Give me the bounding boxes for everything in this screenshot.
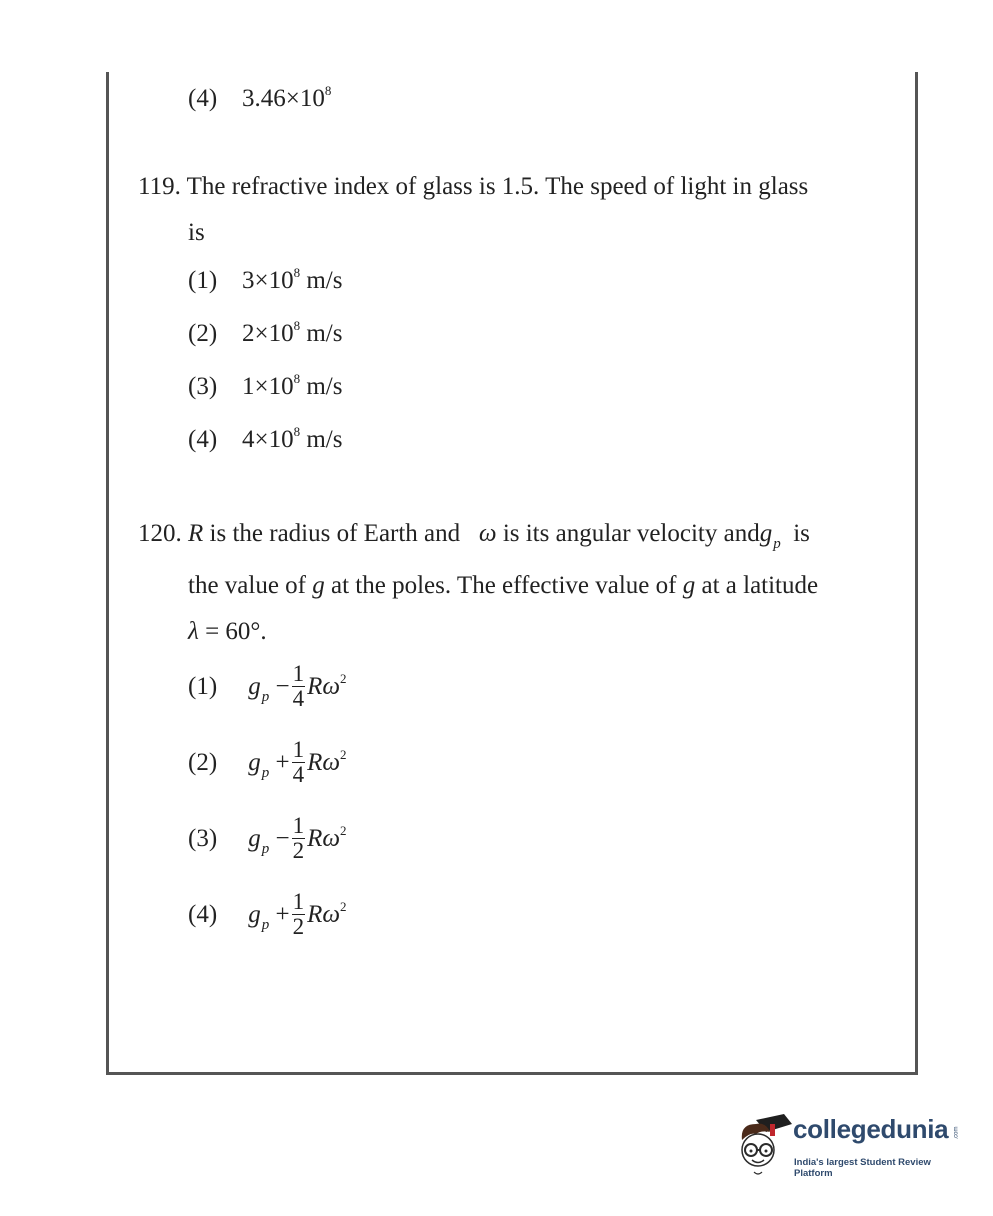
symbol-r: R (188, 520, 204, 547)
symbol-g: g (248, 824, 261, 852)
option-exponent: 8 (293, 424, 301, 439)
q119-option-3 (188, 372, 342, 402)
option-label: (2) (188, 748, 218, 776)
symbol-g: g (312, 572, 325, 599)
option-label: (4) (188, 900, 218, 928)
symbol-omega: ω (478, 520, 497, 547)
question-120-line-1 (138, 519, 810, 552)
subscript-p: p (773, 536, 781, 552)
q119-option-4 (188, 425, 342, 455)
operator: − (275, 824, 290, 852)
option-times: ×10 (285, 85, 325, 112)
option-unit: m/s (306, 267, 343, 294)
option-exponent: 8 (293, 265, 301, 280)
question-119-line-2: is (188, 219, 205, 246)
symbol-g: g (248, 748, 261, 776)
subscript-p: p (261, 916, 270, 933)
fraction-denominator: 4 (292, 686, 305, 711)
symbol-g: g (759, 520, 773, 547)
fraction-numerator: 1 (292, 889, 305, 914)
q120-option-2 (188, 738, 347, 787)
question-120-line-2 (188, 571, 818, 601)
text-segment: = 60°. (198, 618, 267, 645)
fraction-denominator: 2 (292, 838, 305, 863)
fraction (292, 662, 306, 711)
mascot-icon (736, 1110, 792, 1180)
option-unit: m/s (306, 373, 343, 400)
term-r-omega: Rω (307, 672, 341, 700)
q119-option-1 (188, 266, 342, 296)
subscript-p: p (261, 764, 270, 781)
subscript-p: p (261, 688, 270, 705)
option-exponent: 8 (324, 83, 332, 98)
option-mantissa: 3.46 (242, 85, 286, 112)
q119-option-2 (188, 319, 342, 349)
fraction-denominator: 2 (292, 914, 305, 939)
exponent: 2 (340, 822, 347, 838)
option-exponent: 8 (293, 371, 301, 386)
option-coef: 4 (242, 426, 255, 453)
symbol-g: g (248, 900, 261, 928)
option-unit: m/s (306, 320, 343, 347)
text-segment: is (793, 520, 810, 547)
fraction (292, 890, 306, 939)
option-label: (4) (188, 85, 218, 112)
option-coef: 3 (242, 267, 255, 294)
exponent: 2 (340, 670, 347, 686)
text-segment: at a latitude (701, 572, 819, 599)
option-coef: 2 (242, 320, 255, 347)
operator: + (275, 900, 290, 928)
prev-question-option-4 (188, 84, 331, 114)
symbol-lambda: λ (188, 618, 199, 645)
option-label: (1) (188, 672, 218, 700)
exponent: 2 (340, 898, 347, 914)
text-segment: the value of (188, 572, 307, 599)
operator: + (275, 748, 290, 776)
question-number: 120. (138, 520, 182, 547)
option-times: ×10 (254, 267, 294, 294)
fraction (292, 738, 306, 787)
option-times: ×10 (254, 320, 294, 347)
logo-wordmark: collegedunia (793, 1114, 949, 1144)
option-label: (1) (188, 267, 218, 294)
fraction-numerator: 1 (292, 737, 305, 762)
option-label: (3) (188, 824, 218, 852)
option-label: (4) (188, 426, 218, 453)
option-coef: 1 (242, 373, 255, 400)
text-segment: is its angular velocity and (502, 520, 760, 547)
option-unit: m/s (306, 426, 343, 453)
symbol-g: g (682, 572, 696, 599)
q120-option-4 (188, 890, 347, 939)
logo-dotcom: .com (953, 1126, 960, 1140)
option-exponent: 8 (293, 318, 301, 333)
fraction-numerator: 1 (292, 661, 305, 686)
question-number: 119. (138, 173, 181, 200)
term-r-omega: Rω (307, 748, 341, 776)
operator: − (275, 672, 290, 700)
option-times: ×10 (254, 426, 294, 453)
symbol-g: g (248, 672, 261, 700)
subscript-p: p (261, 840, 270, 857)
question-120-line-3 (188, 617, 267, 647)
question-text: The refractive index of glass is 1.5. The speed of light in glass (186, 173, 809, 200)
fraction-denominator: 4 (292, 762, 305, 787)
text-segment: at the poles. The effective value of (331, 572, 677, 599)
collegedunia-logo[interactable] (736, 1110, 966, 1180)
exponent: 2 (340, 746, 347, 762)
logo-tagline: India's largest Student Review Platform (794, 1157, 931, 1179)
fraction-numerator: 1 (292, 813, 305, 838)
option-label: (3) (188, 373, 218, 400)
term-r-omega: Rω (307, 900, 341, 928)
option-times: ×10 (254, 373, 294, 400)
text-segment: is the radius of Earth and (209, 520, 461, 547)
term-r-omega: Rω (307, 824, 341, 852)
fraction (292, 814, 306, 863)
q120-option-1 (188, 662, 347, 711)
question-119-line-1 (138, 172, 808, 202)
option-label: (2) (188, 320, 218, 347)
q120-option-3 (188, 814, 347, 863)
